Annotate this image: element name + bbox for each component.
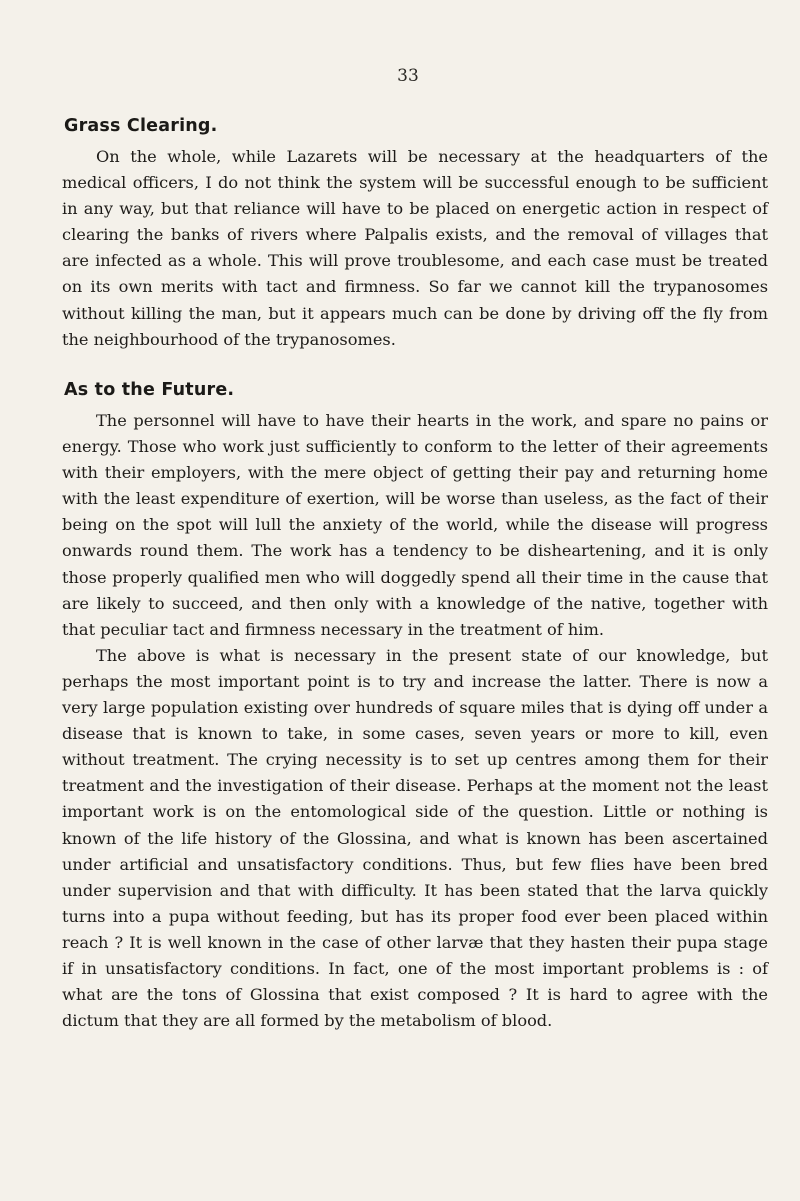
section-heading-as-to-the-future: As to the Future. [64,380,235,400]
paragraph: On the whole, while Lazarets will be necessary at the headquarters of the medical officers, I do not think the system will be successful enough to be sufficient in any way, but that reliance will have to be placed on energetic action in respect of clearing the banks of rivers where Palpalis exists, and the removal of villages that are infected as a whole. This will prove troublesome, and each case must be treated on its own merits with tact and firmness. So far we cannot kill the trypanosomes without killing the man, but it appears much can be done by driving off the fly from the neighbourhood of the trypanosomes. [62,147,768,349]
section-body-as-to-the-future [62,408,768,1034]
section-heading-grass-clearing: Grass Clearing. [64,116,218,136]
section-body-grass-clearing [62,144,768,353]
paragraph: The personnel will have to have their hearts in the work, and spare no pains or energy. Those who work just sufficiently to conform to the letter of their agreements with their employers, with the mere object of getting their pay and returning home with the least expenditure of exertion, will be worse than useless, as the fact of their being on the spot will lull the anxiety of the world, while the disease will progress onwards round them. The work has a tendency to be disheartening, and it is only those properly qualified men who will doggedly spend all their time in the cause that are likely to succeed, and then only with a knowledge of the native, together with that peculiar tact and firmness necessary in the treatment of him. [62,411,768,639]
page-number: 33 [397,66,419,86]
paragraph: The above is what is necessary in the present state of our knowledge, but perhaps the most important point is to try and increase the latter. There is now a very large population existing over hundreds of square miles that is dying off under a disease that is known to take, in some cases, seven years or more to kill, even without treatment. The crying necessity is to set up centres among them for their treatment and the investigation of their disease. Perhaps at the moment not the least important work is on the entomological side of the question. Little or nothing is known of the life history of the Glossina, and what is known has been ascertained under artificial and unsatisfactory conditions. Thus, but few flies have been bred under supervision and that with difficulty. It has been stated that the larva quickly turns into a pupa without feeding, but has its proper food ever been placed within reach ? It is well known in the case of other larvæ that they hasten their pupa stage if in unsatisfactory conditions. In fact, one of the most important problems is : of what are the tons of Glossina that exist composed ? It is hard to agree with the dictum that they are all formed by the metabolism of blood. [62,645,768,1031]
